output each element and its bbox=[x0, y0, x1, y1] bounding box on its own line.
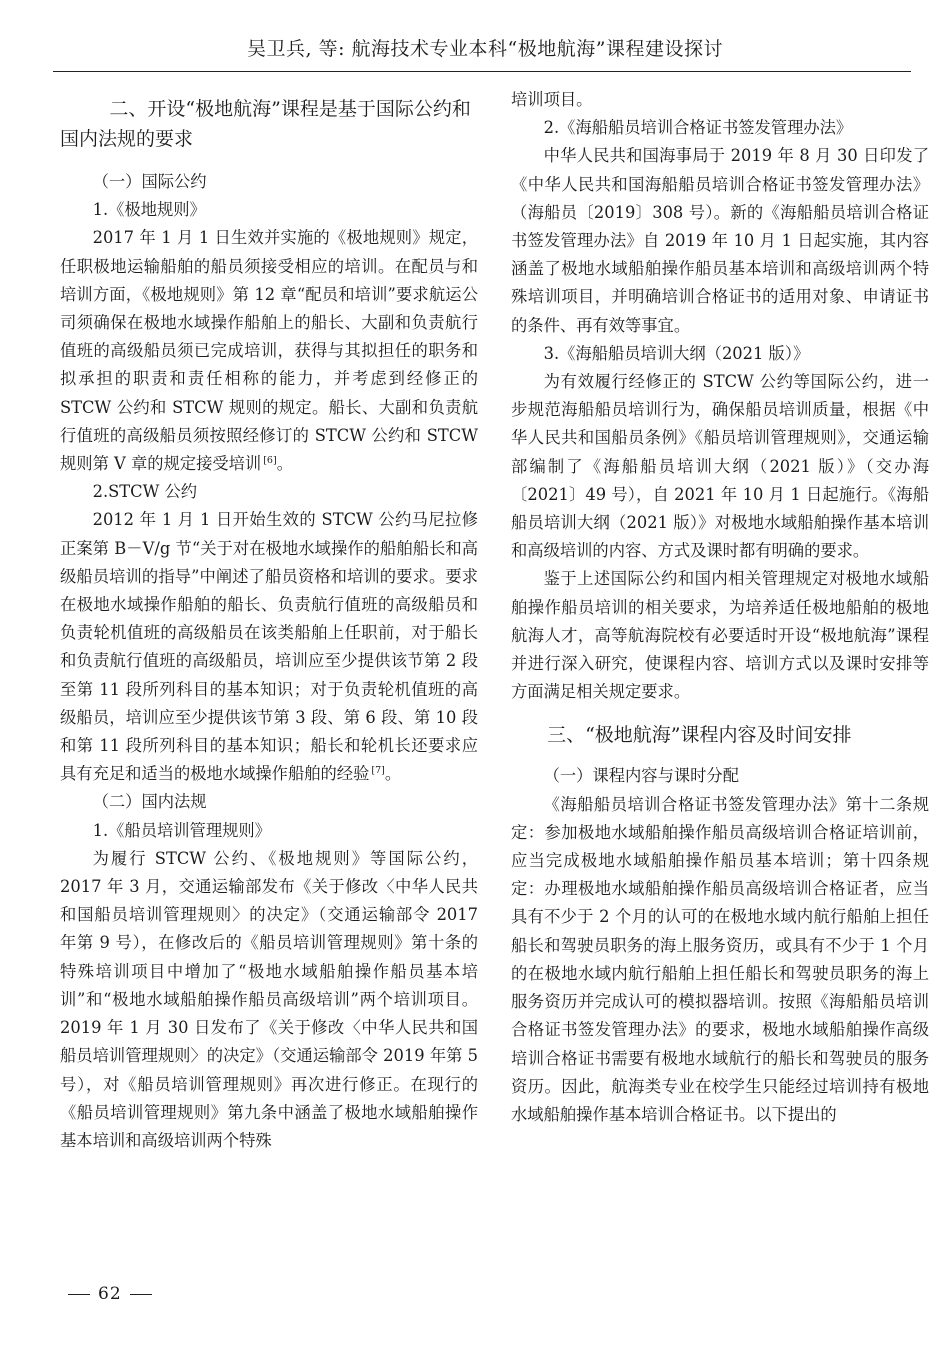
paragraph-end-mark: 。 bbox=[276, 454, 293, 474]
header-rule bbox=[53, 71, 911, 72]
paragraph-end-mark: 。 bbox=[384, 764, 402, 784]
item-training-syllabus: 3.《海船船员培训大纲（2021 版）》 bbox=[543, 343, 810, 363]
left-column bbox=[60, 86, 478, 1155]
right-column bbox=[511, 86, 929, 1129]
paragraph-polar-code bbox=[60, 224, 478, 478]
subsection-domestic-regulations: （二）国内法规 bbox=[92, 792, 207, 812]
paragraph-stcw bbox=[60, 506, 478, 788]
paragraph-certificate-measures: 中华人民共和国海事局于 2019 年 8 月 30 日印发了《中华人民共和国海船船员培训合格证书签发管理办法》（海船员〔2019〕308 号）。新的《海船船员培训合格证书签发管理办法》自 2019 年 10 月 1 日起实施，其内容涵盖了极地水域船舶操作船员基本培训和高级培训两个特殊培训项目，并明确培训合格证书的适用对象、申请证书的条件、再有效等事宜。 bbox=[511, 146, 929, 335]
item-stcw: 2.STCW 公约 bbox=[92, 482, 198, 502]
page-number bbox=[60, 1284, 160, 1304]
paragraph-polar-code-text: 2017 年 1 月 1 日生效并实施的《极地规则》规定，任职极地运输船舶的船员须接受相应的培训。在配员与和培训方面，《极地规则》第 12 章“配员和培训”要求航运公司须确保在极地水域操作船舶上的船长、大副和负责航行值班的高级船员须已完成培训，获得与其拟担任的职务和拟承担的职责和责任相称的能力，并考虑到经修正的 STCW 公约和 STCW 规则的规定。船长、大副和负责航行值班的高级船员须按照经修订的 STCW 公约和 STCW 规则第 V 章的规定接受培训 bbox=[60, 228, 478, 474]
running-head: 吴卫兵, 等: 航海技术专业本科“极地航海”课程建设探讨 bbox=[247, 38, 723, 60]
section-heading-2: 二、开设“极地航海”课程是基于国际公约和国内法规的要求 bbox=[60, 98, 471, 150]
citation-ref-6: [6] bbox=[263, 454, 277, 466]
page-number-value: 62 bbox=[98, 1284, 122, 1304]
dash-right bbox=[130, 1294, 152, 1295]
section-heading-3: 三、“极地航海”课程内容及时间安排 bbox=[547, 724, 852, 747]
citation-ref-7: [7] bbox=[371, 764, 385, 776]
paragraph-summary: 鉴于上述国际公约和国内相关管理规定对极地水域船舶操作船员培训的相关要求，为培养适任极地船舶的极地航海人才，高等航海院校有必要适时开设“极地航海”课程并进行深入研究，使课程内容、培训方式以及课时安排等方面满足相关规定要求。 bbox=[511, 569, 929, 702]
paragraph-training-syllabus: 为有效履行经修正的 STCW 公约等国际公约，进一步规范海船船员培训行为，确保船员培训质量，根据《中华人民共和国船员条例》《船员培训管理规则》，交通运输部编制了《海船船员培训大纲（2021 版）》（交办海〔2021〕49 号），自 2021 年 10 月 1 日起施行。《海船船员培训大纲（2021 版）》对极地水域船舶操作基本培训和高级培训的内容、方式及课时都有明确的要求。 bbox=[511, 372, 929, 561]
dash-left bbox=[68, 1294, 90, 1295]
item-polar-code: 1.《极地规则》 bbox=[92, 200, 206, 220]
paragraph-course-content: 《海船船员培训合格证书签发管理办法》第十二条规定：参加极地水域船舶操作船员高级培训合格证培训前，应当完成极地水域船舶操作船员基本培训；第十四条规定：办理极地水域船舶操作船员高级培训合格证者，应当具有不少于 2 个月的认可的在极地水域内航行船舶上担任船长和驾驶员职务的海上服务资历，或具有不少于 1 个月的在极地水域内航行船舶上担任船长和驾驶员职务的海上服务资历并完成认可的模拟器培训。按照《海船船员培训合格证书签发管理办法》的要求，极地水域船舶操作高级培训合格证书需要有极地水域航行的船长和驾驶员的服务资历。因此，航海类专业在校学生只能经过培训持有极地水域船舶操作基本培训合格证书。以下提出的 bbox=[511, 794, 929, 1124]
item-certificate-measures: 2.《海船船员培训合格证书签发管理办法》 bbox=[543, 118, 853, 138]
item-training-rules: 1.《船员培训管理规则》 bbox=[92, 820, 271, 840]
paragraph-training-rules: 为履行 STCW 公约、《极地规则》等国际公约，2017 年 3 月，交通运输部发布《关于修改〈中华人民共和国船员培训管理规则〉的决定》（交通运输部令 2017 年第 9 号），在修改后的《船员培训管理规则》第十条的特殊培训项目中增加了“极地水域船舶操作船员基本培训”和“极地水域船舶操作船员高级培训”两个培训项目。2019 年 1 月 30 日发布了《关于修改〈中华人民共和国船员培训管理规则〉的决定》（交通运输部令 2019 年第 5 号），对《船员培训管理规则》再次进行修正。在现行的《船员培训管理规则》第九条中涵盖了极地水域船舶操作基本培训和高级培训两个特殊 bbox=[60, 848, 478, 1150]
subsection-international-conventions: （一）国际公约 bbox=[92, 172, 207, 191]
subsection-course-content: （一）课程内容与课时分配 bbox=[543, 766, 739, 786]
paragraph-continuation: 培训项目。 bbox=[511, 90, 593, 109]
paragraph-stcw-text: 2012 年 1 月 1 日开始生效的 STCW 公约马尼拉修正案第 B－Ⅴ/g 节“关于对在极地水域操作的船舶船长和高级船员培训的指导”中阐述了船员资格和培训的要求。要求在极地水域操作船舶的船长、负责航行值班的高级船员和负责轮机值班的高级船员在该类船舶上任职前，对于船长和负责航行值班的高级船员，培训应至少提供该节第 2 段至第 11 段所列科目的基本知识；对于负责轮机值班的高级船员，培训应至少提供该节第 3 段、第 6 段、第 10 段和第 11 段所列科目的基本知识；船长和轮机长还要求应具有充足和适当的极地水域操作船舶的经验 bbox=[60, 510, 478, 784]
